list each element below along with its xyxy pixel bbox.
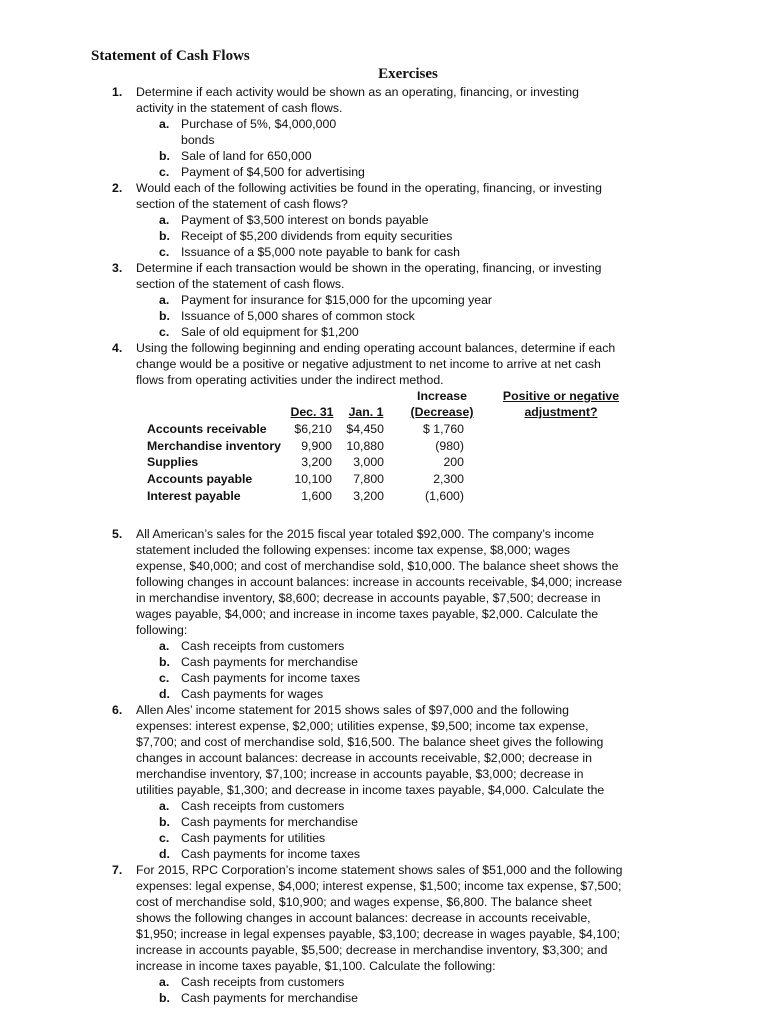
- sub-item-text: Payment for insurance for $15,000 for the upcoming year: [181, 293, 493, 307]
- sub-item-letter: b.: [159, 229, 170, 243]
- question-text-line: $1,950; increase in legal expenses payable, $3,100; decrease in wages payable, $4,100;: [136, 927, 621, 941]
- question-text-line: increase in income taxes payable, $1,100. Calculate the following:: [136, 959, 496, 973]
- sub-item-letter: a.: [159, 213, 170, 227]
- header-increase-top: Increase: [417, 389, 467, 403]
- question-text-line: All American’s sales for the 2015 fiscal year totaled $92,000. The company’s income: [136, 527, 594, 541]
- question-7: [0, 862, 768, 1006]
- question-number: 2.: [112, 181, 123, 195]
- question-text-line: expenses: interest expense, $2,000; utilities expense, $9,500; income tax expense,: [136, 719, 589, 733]
- sub-item-letter: c.: [159, 245, 170, 259]
- dec31-value: 3,200: [301, 455, 332, 469]
- exercises-heading: Exercises: [378, 66, 438, 82]
- question-text-line: Would each of the following activities be found in the operating, financing, or investing: [136, 181, 602, 195]
- sub-item-text: Cash payments for merchandise: [181, 815, 359, 829]
- blank-line: [0, 510, 768, 526]
- question-text-line: expense, $40,000; and cost of merchandise sold, $10,000. The balance sheet shows the: [136, 559, 619, 573]
- sub-item-letter: c.: [159, 325, 170, 339]
- sub-item-letter: b.: [159, 309, 170, 323]
- question-text-line: changes in account balances: decrease in accounts receivable, $2,000; decrease in: [136, 751, 592, 765]
- sub-item-letter: a.: [159, 293, 170, 307]
- sub-item-letter: b.: [159, 815, 170, 829]
- sub-item-text: Cash payments for merchandise: [181, 991, 359, 1005]
- dec31-value: 1,600: [301, 489, 332, 503]
- sub-item-letter: a.: [159, 975, 170, 989]
- sub-item-text: Purchase of 5%, $4,000,000: [181, 117, 337, 131]
- jan1-value: 10,880: [346, 439, 384, 453]
- question-text-line: utilities payable, $1,300; and decrease in income taxes payable, $4,000. Calculate the: [136, 783, 605, 797]
- sub-item-text: Payment of $4,500 for advertising: [181, 165, 365, 179]
- question-number: 1.: [112, 85, 123, 99]
- question-text-line: section of the statement of cash flows.: [136, 277, 345, 291]
- question-text-line: change would be a positive or negative adjustment to net income to arrive at net cash: [136, 357, 601, 371]
- dec31-value: $6,210: [294, 422, 332, 436]
- question-text-line: expenses: legal expense, $4,000; interest expense, $1,500; income tax expense, $7,500;: [136, 879, 622, 893]
- question-2: [0, 180, 768, 260]
- question-text-line: statement included the following expenses: income tax expense, $8,000; wages: [136, 543, 571, 557]
- sub-item-text: Sale of land for 650,000: [181, 149, 312, 163]
- exercise-list: [0, 84, 768, 1006]
- sub-item-text: Receipt of $5,200 dividends from equity securities: [181, 229, 453, 243]
- sub-item-text: Cash receipts from customers: [181, 799, 345, 813]
- jan1-value: 3,200: [353, 489, 384, 503]
- sub-item-letter: a.: [159, 117, 170, 131]
- header-dec31: Dec. 31: [290, 405, 334, 419]
- header-adjustment-top: [498, 388, 624, 404]
- question-text-line: section of the statement of cash flows?: [136, 197, 348, 211]
- question-text-line: in merchandise inventory, $8,600; decrease in accounts payable, $7,500; decrease in: [136, 591, 601, 605]
- sub-item-text: Payment of $3,500 interest on bonds payable: [181, 213, 429, 227]
- sub-item-text: Issuance of 5,000 shares of common stock: [181, 309, 415, 323]
- question-text-line: cost of merchandise sold, $10,900; and wages expense, $6,800. The balance sheet: [136, 895, 592, 909]
- account-name: Supplies: [147, 455, 199, 469]
- question-text-line: Using the following beginning and ending operating account balances, determine if each: [136, 341, 616, 355]
- header-adjustment-bottom: adjustment?: [524, 405, 598, 419]
- table-row: [0, 438, 768, 454]
- account-name: Accounts payable: [147, 472, 253, 486]
- question-number: 6.: [112, 703, 123, 717]
- question-number: 3.: [112, 261, 123, 275]
- question-text-line: following:: [136, 623, 188, 637]
- question-6: [0, 702, 768, 862]
- sub-item-letter: b.: [159, 149, 170, 163]
- document-title: Statement of Cash Flows: [91, 48, 250, 64]
- question-text-line: Determine if each transaction would be shown in the operating, financing, or investing: [136, 261, 602, 275]
- question-number: 5.: [112, 527, 123, 541]
- sub-item-text: Issuance of a $5,000 note payable to bank for cash: [181, 245, 460, 259]
- sub-item-letter: d.: [159, 847, 170, 861]
- account-balances-table: [0, 388, 768, 510]
- header-adjustment-top-text: Positive or negative: [502, 389, 620, 403]
- sub-item-text: Cash receipts from customers: [181, 975, 345, 989]
- sub-item-letter: d.: [159, 687, 170, 701]
- question-text-line: increase in accounts payable, $5,500; decrease in merchandise inventory, $3,300; and: [136, 943, 608, 957]
- question-text-line: merchandise inventory, $7,100; increase in accounts payable, $3,000; decrease in: [136, 767, 584, 781]
- question-text-line: flows from operating activities under the indirect method.: [136, 373, 444, 387]
- jan1-value: 3,000: [353, 455, 384, 469]
- sub-item-letter: b.: [159, 655, 170, 669]
- table-row: [0, 454, 768, 470]
- change-value: 200: [443, 455, 464, 469]
- dec31-value: 9,900: [301, 439, 332, 453]
- question-text-line: shows the following changes in account balances: decrease in accounts receivable,: [136, 911, 591, 925]
- change-value: (980): [435, 439, 464, 453]
- jan1-value: 7,800: [353, 472, 384, 486]
- account-name: Accounts receivable: [147, 422, 267, 436]
- sub-item-letter: a.: [159, 639, 170, 653]
- question-5: [0, 526, 768, 702]
- change-value: (1,600): [425, 489, 464, 503]
- jan1-value: $4,450: [346, 422, 384, 436]
- question-text-line: activity in the statement of cash flows.: [136, 101, 343, 115]
- question-4: [0, 340, 768, 510]
- change-value: 2,300: [433, 472, 464, 486]
- sub-item-text: Cash payments for utilities: [181, 831, 326, 845]
- sub-item-text: Cash payments for income taxes: [181, 671, 361, 685]
- question-text-line: $7,700; and cost of merchandise sold, $16,500. The balance sheet gives the following: [136, 735, 604, 749]
- question-text-line: Allen Ales’ income statement for 2015 shows sales of $97,000 and the following: [136, 703, 569, 717]
- sub-item-text: Cash payments for merchandise: [181, 655, 359, 669]
- sub-item-letter: b.: [159, 991, 170, 1005]
- sub-item-text: Cash receipts from customers: [181, 639, 345, 653]
- sub-item-text: Sale of old equipment for $1,200: [181, 325, 359, 339]
- account-name: Merchandise inventory: [147, 439, 281, 453]
- header-increase-bottom: (Decrease): [410, 405, 474, 419]
- header-jan1: Jan. 1: [348, 405, 384, 419]
- question-number: 4.: [112, 341, 123, 355]
- question-text-line: For 2015, RPC Corporation’s income statement shows sales of $51,000 and the following: [136, 863, 623, 877]
- question-text-line: following changes in account balances: increase in accounts receivable, $4,000; increase: [136, 575, 623, 589]
- table-row: [0, 421, 768, 437]
- table-row: [0, 471, 768, 487]
- sub-item-letter: c.: [159, 671, 170, 685]
- question-3: [0, 260, 768, 340]
- question-text-line: wages payable, $4,000; and increase in income taxes payable, $2,000. Calculate the: [136, 607, 599, 621]
- sub-item-text: Cash payments for wages: [181, 687, 324, 701]
- sub-item-letter: c.: [159, 831, 170, 845]
- question-number: 7.: [112, 863, 123, 877]
- change-value: $ 1,760: [422, 422, 464, 436]
- sub-item-letter: c.: [159, 165, 170, 179]
- question-1: [0, 84, 768, 180]
- sub-item-letter: a.: [159, 799, 170, 813]
- dec31-value: 10,100: [294, 472, 332, 486]
- account-name: Interest payable: [147, 489, 241, 503]
- sub-item-text: Cash payments for income taxes: [181, 847, 361, 861]
- question-text-line: Determine if each activity would be shown as an operating, financing, or investing: [136, 85, 579, 99]
- table-row: [0, 488, 768, 504]
- sub-item-text: bonds: [181, 133, 215, 147]
